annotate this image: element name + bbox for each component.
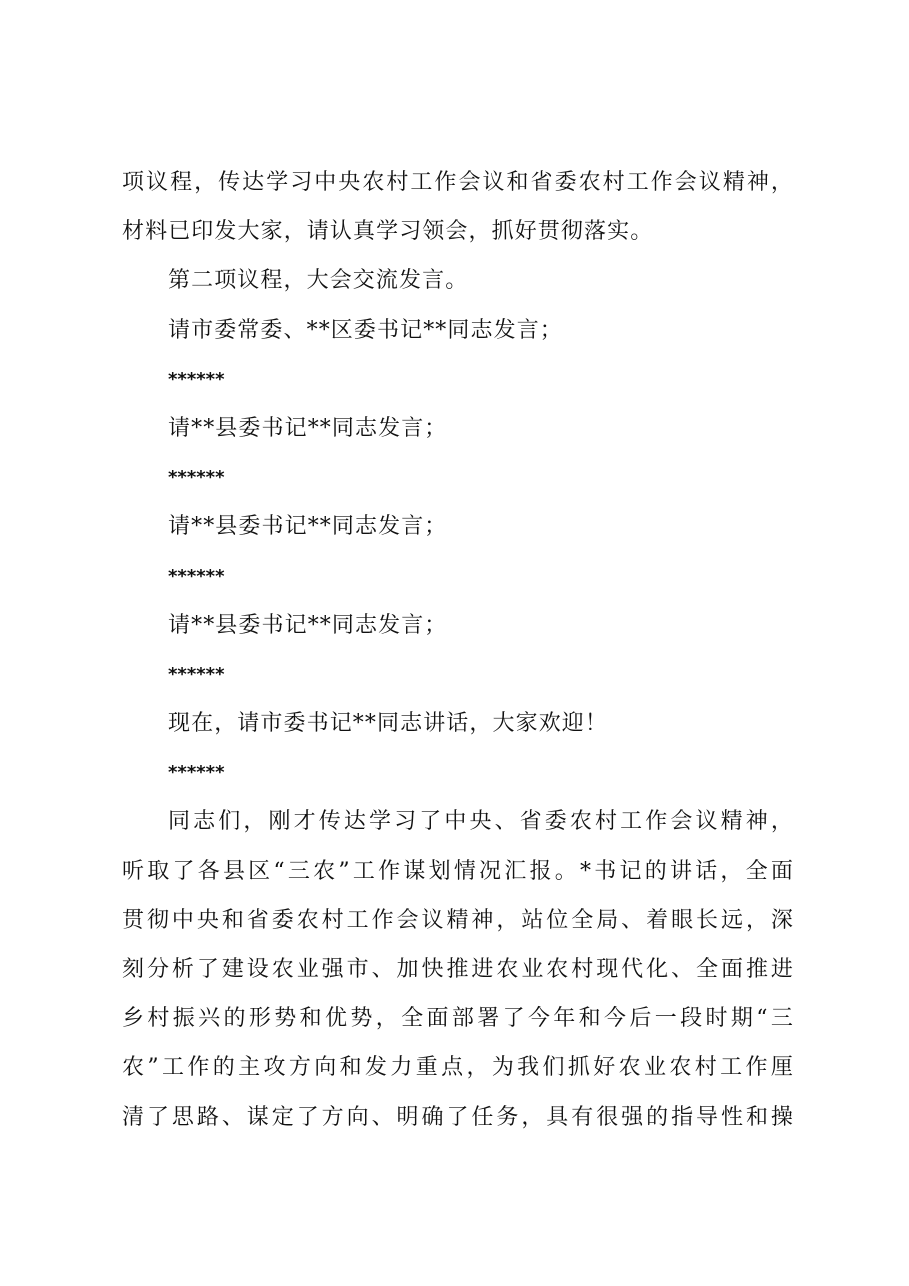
separator-stars: ****** (168, 368, 225, 390)
text-line: 农”工作的主攻方向和发力重点，为我们抓好农业农村工作厘 (122, 1055, 794, 1081)
separator-stars: ****** (168, 762, 225, 784)
text-line: 现在，请市委书记**同志讲话，大家欢迎！ (168, 711, 609, 737)
text-line: 同志们，刚才传达学习了中央、省委农村工作会议精神， (168, 809, 794, 835)
separator-stars: ****** (168, 467, 225, 489)
text-line: 材料已印发大家，请认真学习领会，抓好贯彻落实。 (122, 219, 654, 245)
text-line: 第二项议程，大会交流发言。 (168, 268, 469, 294)
text-line: 请**县委书记**同志发言； (168, 415, 448, 441)
text-line: 乡村振兴的形势和优势，全面部署了今年和今后一段时期“三 (122, 1006, 794, 1032)
document-body (122, 158, 808, 1142)
separator-stars: ****** (168, 565, 225, 587)
text-line: 请**县委书记**同志发言； (168, 514, 448, 540)
text-line: 请**县委书记**同志发言； (168, 612, 448, 638)
text-line: 刻分析了建设农业强市、加快推进农业农村现代化、全面推进 (122, 957, 794, 982)
text-line: 听取了各县区“三农”工作谋划情况汇报。*书记的讲话，全面 (122, 858, 794, 884)
text-line: 项议程，传达学习中央农村工作会议和省委农村工作会议精神， (122, 170, 794, 195)
separator-stars: ****** (168, 663, 225, 685)
text-line: 请市委常委、**区委书记**同志发言； (168, 317, 563, 343)
text-line: 清了思路、谋定了方向、明确了任务，具有很强的指导性和操 (122, 1104, 794, 1130)
text-line: 贯彻中央和省委农村工作会议精神，站位全局、着眼长远，深 (122, 907, 794, 933)
